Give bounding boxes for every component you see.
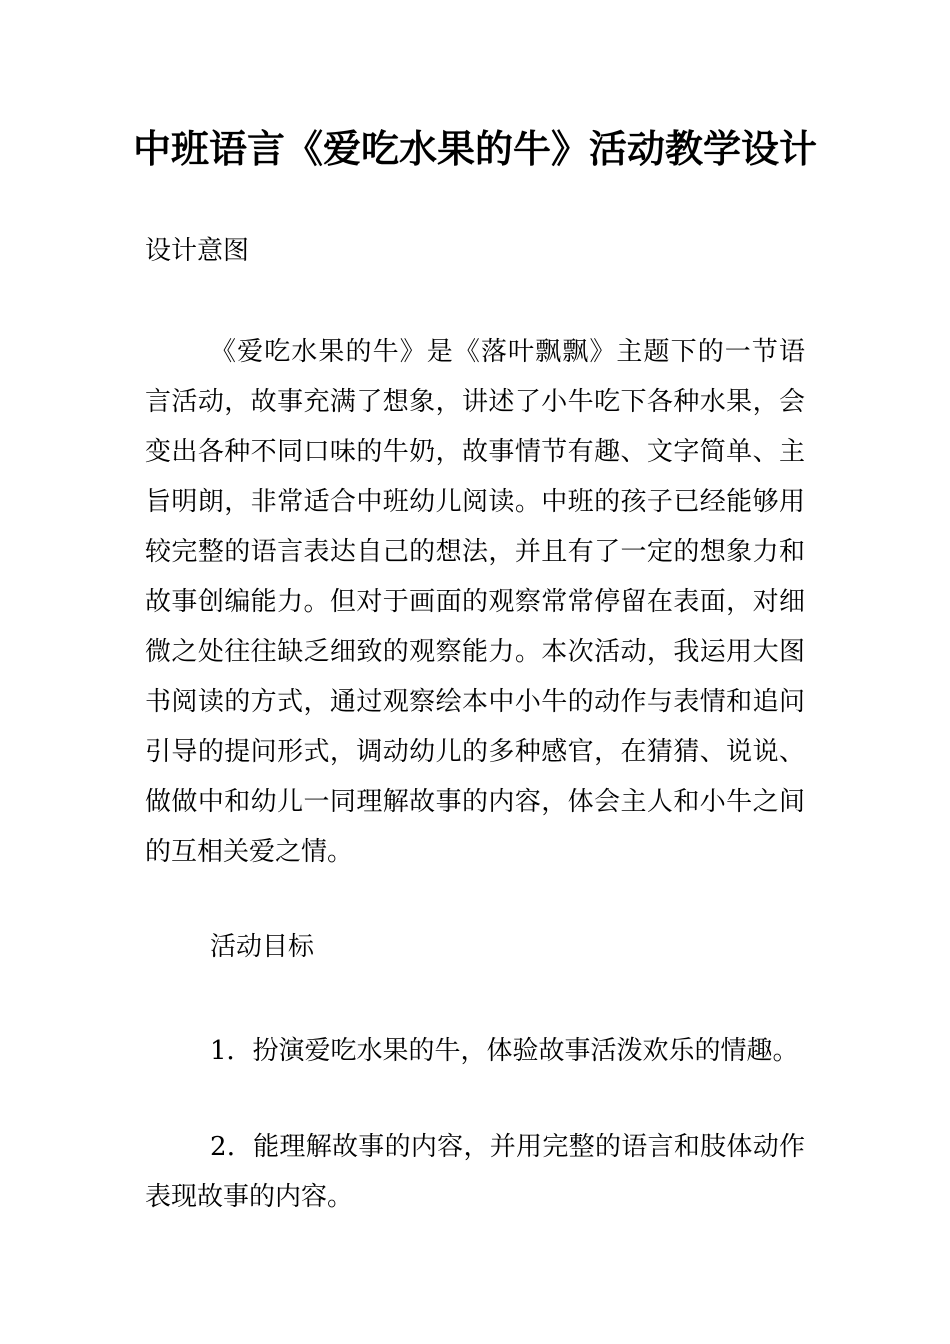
section-heading-activity-goals: 活动目标: [210, 932, 315, 962]
goal-item-1: 1．扮演爱吃水果的牛，体验故事活泼欢乐的情趣。: [210, 1036, 799, 1066]
paragraph-design-intent: 《爱吃水果的牛》是《落叶飘飘》主题下的一节语言活动，故事充满了想象，讲述了小牛吃下各种水果，会变出各种不同口味的牛奶，故事情节有趣、文字简单、主旨明朗，非常适合中班幼儿阅读。中班的孩子已经能够用较完整的语言表达自己的想法，并且有了一定的想象力和故事创编能力。但对于画面的观察常常停留在表面，对细微之处往往缺乏细致的观察能力。本次活动，我运用大图书阅读的方式，通过观察绘本中小牛的动作与表情和追问引导的提问形式，调动幼儿的多种感官，在猜猜、说说、做做中和幼儿一同理解故事的内容，体会主人和小牛之间的互相关爱之情。: [145, 337, 805, 867]
goal-item-2: 2．能理解故事的内容，并用完整的语言和肢体动作表现故事的内容。: [145, 1132, 805, 1212]
section-heading-design-intent: 设计意图: [145, 236, 250, 266]
document-title: 中班语言《爱吃水果的牛》活动教学设计: [132, 127, 817, 171]
